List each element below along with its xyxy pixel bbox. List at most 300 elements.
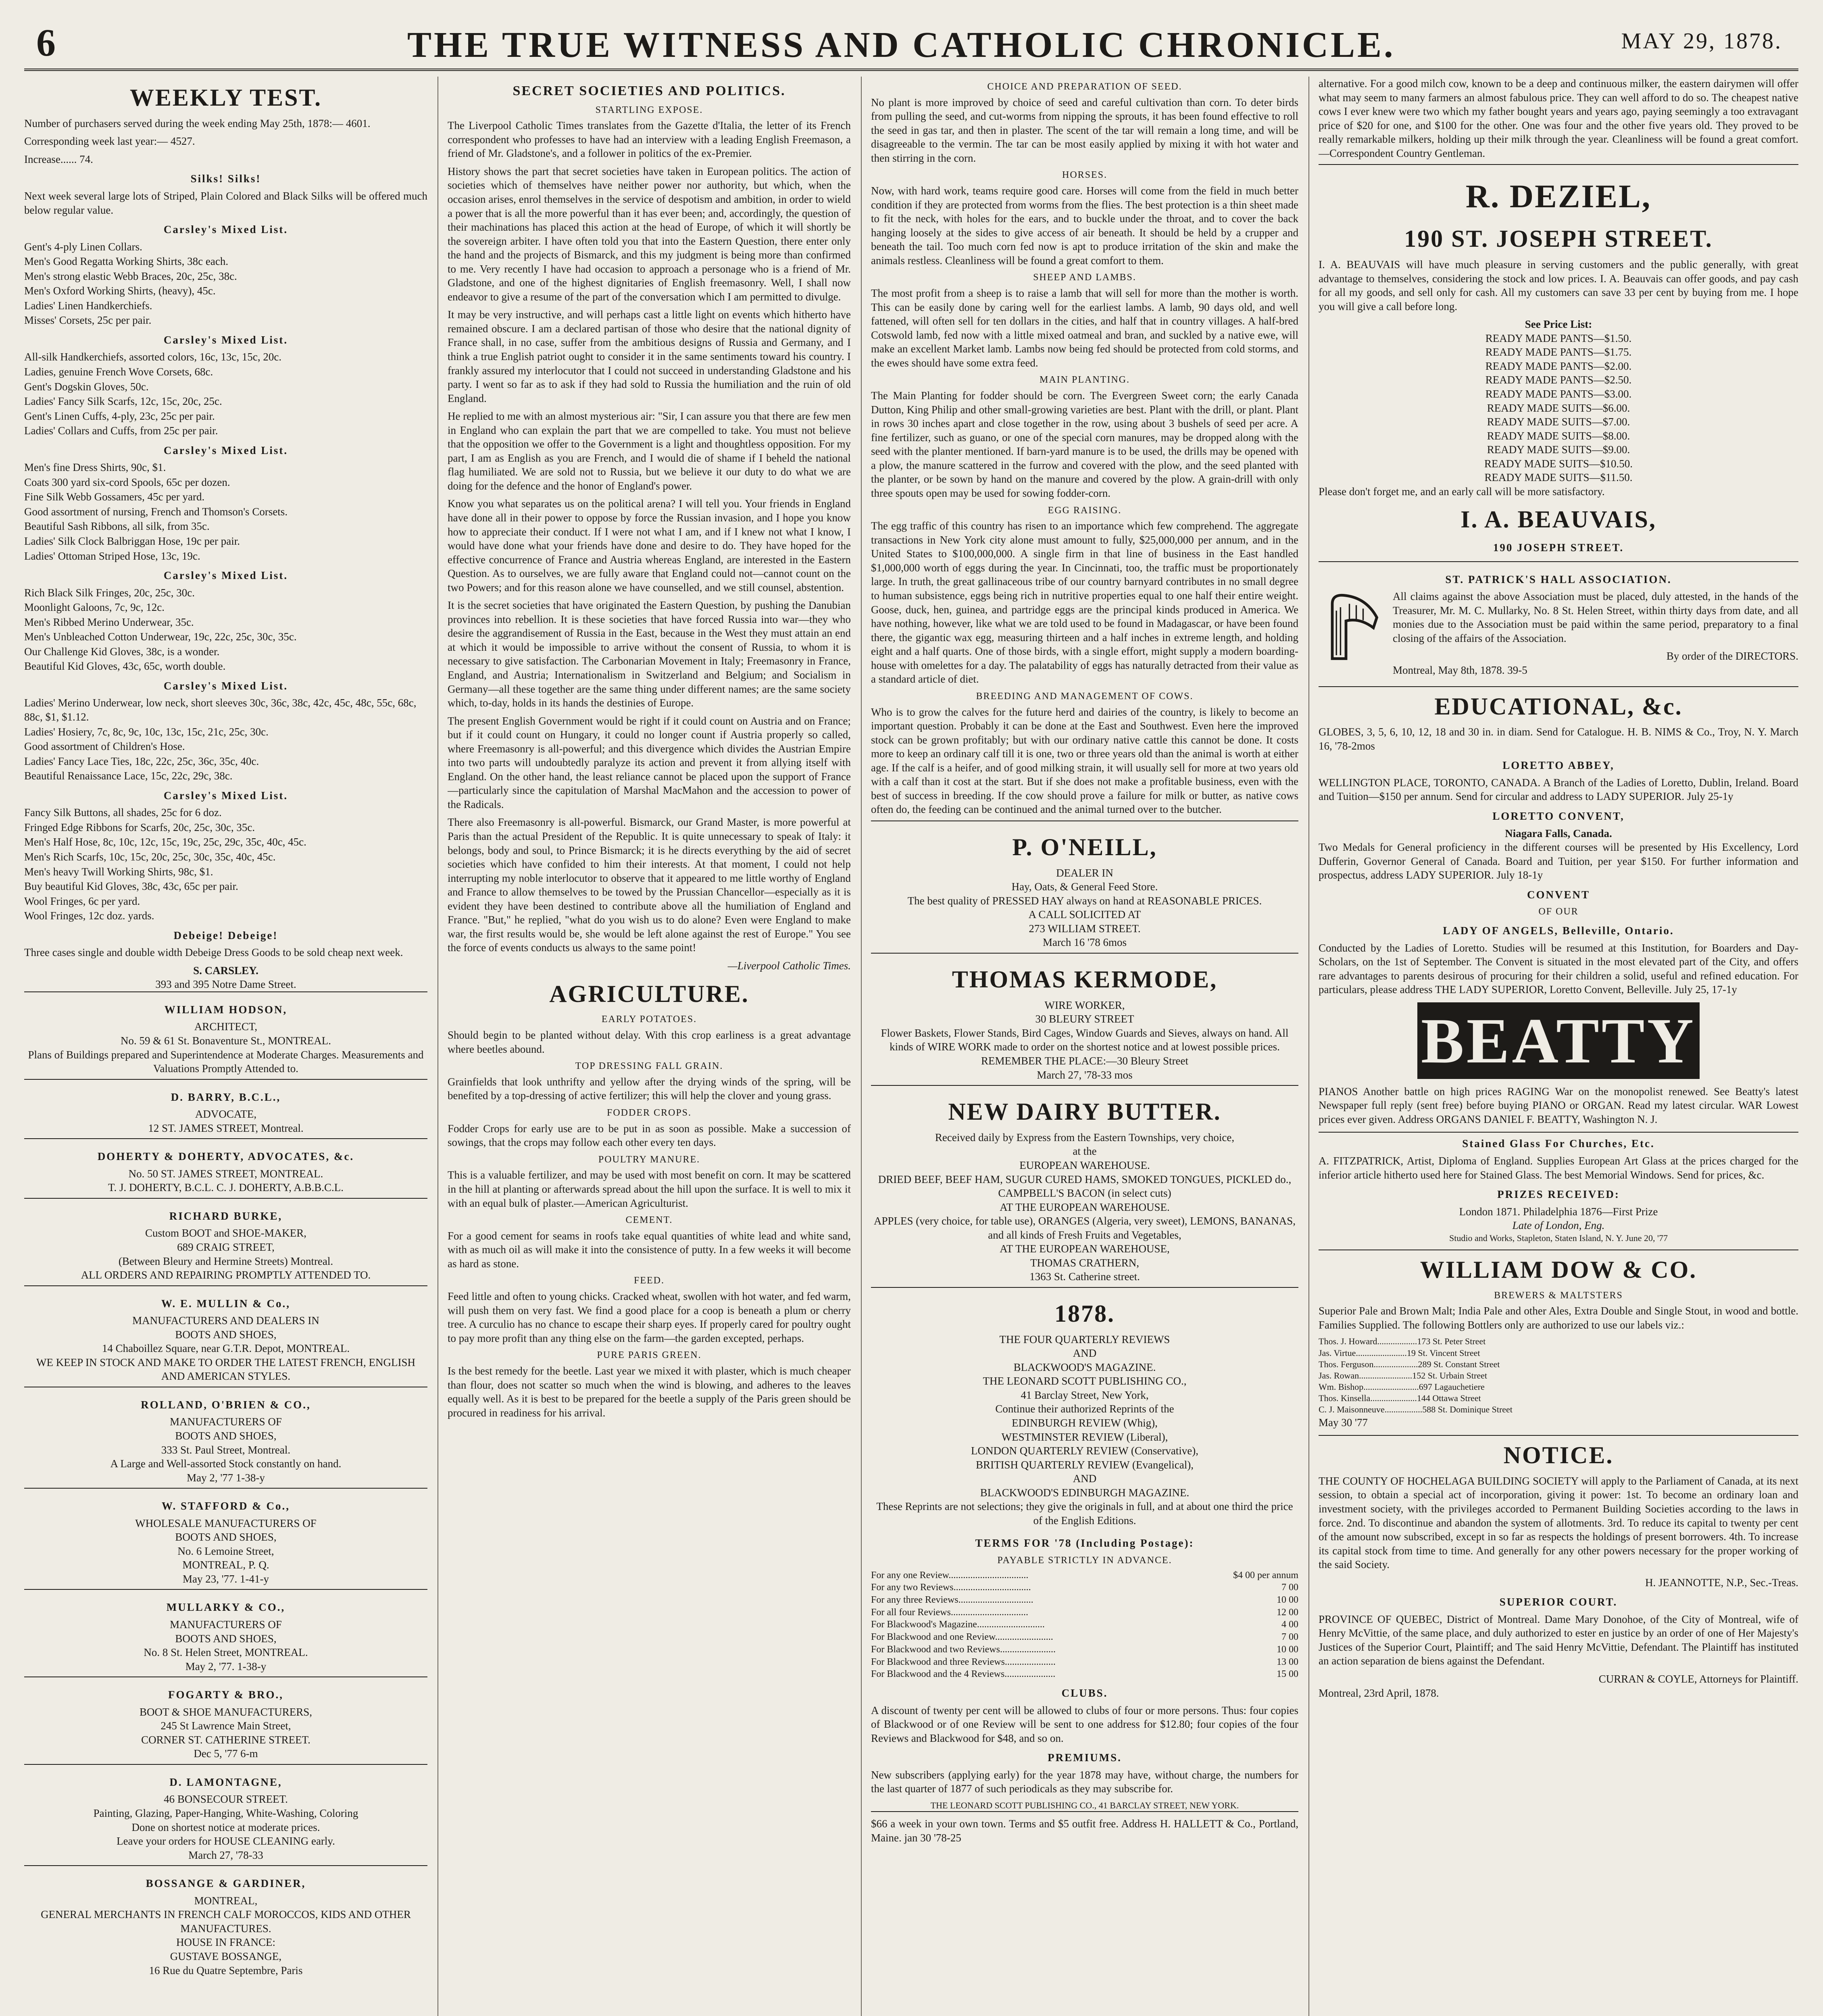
ad-line: BLACKWOOD'S MAGAZINE. [1013, 1361, 1156, 1373]
ad-line: EUROPEAN WAREHOUSE. [1019, 1159, 1150, 1171]
list-heading: Carsley's Mixed List. [163, 569, 288, 582]
card-name: RICHARD BURKE, [169, 1210, 283, 1222]
terms-label: For any two Reviews................................ [871, 1582, 1031, 1593]
terms-row [871, 1618, 1298, 1631]
terms-price: 10 00 [1277, 1644, 1298, 1655]
prizes-late: Late of London, Eng. [1512, 1219, 1605, 1232]
price-item: READY MADE PANTS—$1.50. [1485, 332, 1632, 344]
weekly-test-line: Increase...... 74. [24, 153, 93, 165]
card-line: ARCHITECT, [194, 1020, 258, 1033]
list-item: Buy beautiful Kid Gloves, 38c, 43c, 65c per pair. [24, 880, 238, 893]
card-line: ALL ORDERS AND REPAIRING PROMPTLY ATTENDED TO. [81, 1269, 371, 1281]
card-line: 333 St. Paul Street, Montreal. [161, 1443, 291, 1456]
list-item: Men's Good Regatta Working Shirts, 38c each. [24, 255, 229, 268]
business-card [24, 1865, 427, 1981]
card-line: 46 BONSECOUR STREET. [164, 1793, 288, 1806]
ad-line: Hay, Oats, & General Feed Store. [1011, 881, 1158, 893]
convent-text: Conducted by the Ladies of Loretto. Studies will be resumed at this Institution, for Boarders and Day-Scholars, on the 1st of September. The Convent is situated in the most elevated part of the City, and offers rare advantages to parents desirous of procuring for their children a solid, useful and refined education. For particulars, please address THE LADY SUPERIOR, Loretto Convent, Belleville. July 25, 17-1y [1319, 941, 1798, 996]
silks-text: Next week several large lots of Striped, Plain Colored and Black Silks will be offered much below regular value. [24, 190, 427, 216]
list-item: Fringed Edge Ribbons for Scarfs, 20c, 25c, 30c, 35c. [24, 821, 255, 833]
column-3 [871, 77, 1298, 2016]
list-item: Fine Silk Webb Gossamers, 45c per yard. [24, 491, 205, 503]
bottler-item: Jas. Rowan........................152 St. Urbain Street [1319, 1370, 1487, 1381]
card-name: ROLLAND, O'BRIEN & CO., [141, 1398, 311, 1411]
carsley-name: S. CARSLEY. [193, 964, 258, 977]
ad-line: BLACKWOOD'S EDINBURGH MAGAZINE. [980, 1486, 1190, 1499]
globes-ad: GLOBES, 3, 5, 6, 10, 12, 18 and 30 in. in diam. Send for Catalogue. H. B. NIMS & Co., Troy, N. Y. March 16, '78-2mos [1319, 726, 1798, 752]
advertisement [871, 953, 1298, 1085]
weekly-test-heading: WEEKLY TEST. [129, 84, 322, 111]
beatty-logo: BEATTY [1417, 1002, 1700, 1079]
ad-line: Received daily by Express from the Eastern Townships, very choice, [935, 1131, 1235, 1143]
continued-text: alternative. For a good milch cow, known to be a deep and continuous milker, the eastern dairymen will offer what may seem to many farmers an almost fabulous price. They can well afford to do so. The cheapest native cows I ever knew were two which my father bought years and years ago, paying seemingly a too extravagant price of $20 for one, and $100 for the other. One was four and the other five years old. They proved to be really remarkable milkers, holding up their milk through the year. Cleanliness will be found a great comfort. —Correspondent Country Gentleman. [1319, 77, 1798, 159]
beatty-text: PIANOS Another battle on high prices RAGING War on the monopolist renewed. See Beatty's latest Newspaper full reply (sent free) before buying PIANO or ORGAN. Read my latest circular. WAR Lowest prices ever given. Address ORGANS DANIEL F. BEATTY, Washington N. J. [1319, 1085, 1798, 1125]
price-list [1319, 331, 1798, 485]
card-line: 245 St Lawrence Main Street, [160, 1720, 291, 1732]
dow-text: Superior Pale and Brown Malt; India Pale and other Ales, Extra Double and Single Stout, in wood and bottle. Families Supplied. The following Bottlers only are authorized to use our labels viz.: [1319, 1305, 1798, 1331]
card-name: W. STAFFORD & Co., [161, 1500, 290, 1512]
business-card [24, 1589, 427, 1677]
list-item: Beautiful Renaissance Lace, 15c, 22c, 29c, 38c. [24, 770, 233, 782]
loretto-abbey-text: WELLINGTON PLACE, TORONTO, CANADA. A Branch of the Ladies of Loretto, Dublin, Ireland. Board and Tuition—$150 per annum. Send for circular and address to LADY SUPERIOR. July 25-1y [1319, 776, 1798, 803]
price-item: READY MADE SUITS—$10.50. [1484, 457, 1633, 470]
price-item: READY MADE PANTS—$2.50. [1485, 374, 1632, 386]
list-item: Men's heavy Twill Working Shirts, 98c, $1. [24, 865, 213, 878]
list-item: All-silk Handkerchiefs, assorted colors, 16c, 13c, 15c, 20c. [24, 351, 282, 363]
list-item: Ladies' Collars and Cuffs, from 25c per pair. [24, 425, 218, 437]
notice-sign: H. JEANNOTTE, N.P., Sec.-Treas. [1645, 1576, 1798, 1589]
card-line: MANUFACTURERS OF [170, 1416, 282, 1428]
clubs-heading: CLUBS. [1061, 1687, 1108, 1699]
bottler-item: Wm. Bishop.........................697 Lagauchetiere [1319, 1382, 1485, 1392]
section-subheading: SHEEP AND LAMBS. [1033, 272, 1136, 283]
business-card [24, 1764, 427, 1865]
agriculture-subheading: FEED. [634, 1275, 665, 1286]
card-line: No. 6 Lemoine Street, [177, 1545, 274, 1557]
price-item: READY MADE PANTS—$1.75. [1485, 346, 1632, 358]
terms-label: For all four Reviews................................ [871, 1607, 1028, 1618]
convent-sub: OF OUR [1538, 906, 1579, 917]
ad-line: LONDON QUARTERLY REVIEW (Conservative), [971, 1445, 1199, 1457]
article-body [448, 119, 851, 955]
ad-line: The best quality of PRESSED HAY always on hand at REASONABLE PRICES. [907, 894, 1262, 907]
bottler-item: Thos. Ferguson....................289 St. Constant Street [1319, 1359, 1500, 1369]
ad-line: 273 WILLIAM STREET. [1029, 922, 1141, 935]
ad-line: at the [1073, 1145, 1097, 1158]
court-date: Montreal, 23rd April, 1878. [1319, 1687, 1439, 1699]
convent-title: LADY OF ANGELS, Belleville, Ontario. [1443, 925, 1674, 937]
card-line: BOOTS AND SHOES, [175, 1632, 277, 1645]
card-line: CORNER ST. CATHERINE STREET. [141, 1733, 310, 1746]
section-subheading: HORSES. [1062, 170, 1108, 181]
deziel-address: 190 ST. JOSEPH STREET. [1404, 225, 1713, 252]
list-item: Beautiful Kid Gloves, 43c, 65c, worth double. [24, 660, 226, 673]
terms-price: 10 00 [1277, 1595, 1298, 1606]
list-item: Men's Ribbed Merino Underwear, 35c. [24, 616, 194, 628]
ad-name: P. O'NEILL, [1012, 833, 1157, 860]
list-item: Ladies' Fancy Silk Scarfs, 12c, 15c, 20c, 25c. [24, 395, 222, 408]
card-line: (Between Bleury and Hermine Streets) Montreal. [118, 1255, 333, 1267]
ad-name: NEW DAIRY BUTTER. [948, 1098, 1221, 1125]
price-item: READY MADE SUITS—$7.00. [1487, 416, 1630, 428]
list-heading: Carsley's Mixed List. [163, 679, 288, 692]
agriculture-text: Should begin to be planted without delay. With this crop earliness is a great advantage where beetles abound. [448, 1029, 851, 1055]
card-line: 16 Rue du Quatre Septembre, Paris [149, 1964, 303, 1976]
section-text: The Main Planting for fodder should be corn. The Evergreen Sweet corn; the early Canada Dutton, King Philip and other small-growing varieties are best. Plant with the drill, or plant. Plant in rows 30 inches apart and close together in the row, using about 3 bushels of seed per acre. A fine fertilizer, such as guano, or one of the special corn manures, may be dropped along with the seed with the planter mentioned. If barn-yard manure is to be used, the drills may be opened with a plow, the manure scattered in the furrow and covered with the plow, and the seed planted with the planter, or be sown by hand on the manure and covered by the plow. A grain-drill with only three spouts open may be used for sowing fodder-corn. [871, 389, 1298, 499]
terms-row [871, 1594, 1298, 1606]
article-paragraph: There also Freemasonry is all-powerful. Bismarck, our Grand Master, is more powerful at Paris than the actual President of the Republic. It is quite unnecessary to speak of Italy: it belongs, body and soul, to Prince Bismarck; it is he directs everything by the aid of secret societies which have confided to him their interests. At that moment, I could not help interrupting my noble interlocutor to observe that it appeared to me little worthy of England and France to allow themselves to be towed by the Prussian Chancellor—especially as it is evident they have been destined to contribute above all the humiliation of England and France. "But," he replied, "what do you wish us to do alone? Even were England to make war, the first results would be, she would be left alone against the rest of Europe." You see the force of events conducts us always to the same point! [448, 816, 851, 954]
terms-label: For Blackwood and three Reviews..................... [871, 1656, 1056, 1667]
stained-glass-heading: Stained Glass For Churches, Etc. [1319, 1132, 1798, 1151]
advertisement [871, 1287, 1298, 1531]
clubs-text: A discount of twenty per cent will be allowed to clubs of four or more persons. Thus: four copies of Blackwood or of one Review will be sent to one address for $12.80; four copies of the four Reviews and Blackwood for $48, and so on. [871, 1704, 1298, 1744]
notice-heading: NOTICE. [1319, 1435, 1798, 1471]
issue-date: MAY 29, 1878. [1621, 29, 1782, 54]
ad-line: AT THE EUROPEAN WAREHOUSE, [1000, 1243, 1170, 1255]
card-name: FOGARTY & BRO., [168, 1689, 284, 1701]
list-item: Our Challenge Kid Gloves, 38c, is a wonder. [24, 645, 220, 658]
beauvais-address: 190 JOSEPH STREET. [1493, 541, 1624, 554]
section-text: No plant is more improved by choice of seed and careful cultivation than corn. To deter birds from pulling the seed, and cut-worms from nipping the sprouts, it has been found effective to roll the seed in gas tar, and then in plaster. The scent of the tar will remain a long time, and will be disagreeable to the vermin. The tar can be most easily applied by mixing it with hot water and then stirring in the corn. [871, 96, 1298, 164]
section-subheading: CHOICE AND PREPARATION OF SEED. [987, 81, 1182, 92]
article-paragraph: It is the secret societies that have originated the Eastern Question, by pushing the Danubian provinces into rebellion. It is these societies that have forced Russia into war—they who desire the aggrandisement of Russia in the East, because in the West they must attain an end at which it would be impossible to arrive without the consent of Russia, to whom it is necessary to give satisfaction. The Carbonarian Movement in Italy; Freemasonry in France, England, and Austria; Internationalism in Switzerland and Belgium; and Socialism in Germany—all these together are the same thing under different names; are the same society which, to-day, holds in its hands the destinies of Europe. [448, 599, 851, 709]
advertisements [871, 821, 1298, 1531]
card-line: MANUFACTURERS AND DEALERS IN [132, 1314, 319, 1327]
publisher-footer: THE LEONARD SCOTT PUBLISHING CO., 41 BARCLAY STREET, NEW YORK. [930, 1800, 1239, 1810]
list-item: Fancy Silk Buttons, all shades, 25c for 6 doz. [24, 806, 222, 819]
card-line: MONTREAL, [194, 1894, 258, 1907]
article-paragraph: History shows the part that secret societies have taken in European politics. The action of societies which of themselves have neither power nor authority, but which, when the occasion arises, enrol themselves in the service of despotism and ambition, in order to wield a power that is all the more powerful than it has ever been; and, accordingly, the question of their machinations has placed this action at the head of Europe, of which it will shortly be the sovereign arbiter. I have often told you that into the Eastern Question, there enter only the hand and the projects of Bismarck, and this my judgment is being more than confirmed to me. Very recently I have had occasion to approach a personage who is a friend of Mr. Gladstone, and one of the highest dignitaries of English freemasonry. Well, I shall now endeavor to give a resume of the part of the conversation which I am permitted to divulge. [448, 165, 851, 303]
price-list-heading: See Price List: [1525, 318, 1592, 331]
card-line: Dec 5, '77 6-m [194, 1747, 258, 1760]
advertisement [871, 821, 1298, 953]
card-line: March 27, '78-33 [188, 1849, 263, 1861]
card-line: Custom BOOT and SHOE-MAKER, [145, 1227, 307, 1239]
article-paragraph: It may be very instructive, and will perhaps cast a little light on events which hitherto have remained obscure. I am a declared partisan of those who desire that the national dignity of France shall, in no case, suffer from the ambitious designs of Russia and Germany, and I think a true English patriot ought to consider it in the same sentiments toward his country. I frankly assured my interlocutor that I could not succeed in understanding Gladstone and his party. I went so far as to ask if they had sold to Russia the humiliation and the ruin of old England. [448, 308, 851, 404]
harp-icon [1319, 589, 1387, 666]
card-line: Done on shortest notice at moderate prices. [131, 1821, 320, 1833]
column-rule [1308, 77, 1309, 2016]
terms-row [871, 1656, 1298, 1668]
card-name: W. E. MULLIN & Co., [161, 1297, 291, 1310]
convent-heading: CONVENT [1527, 888, 1590, 901]
debeige-heading: Debeige! Debeige! [173, 929, 278, 941]
outfit-ad: $66 a week in your own town. Terms and $5 outfit free. Address H. HALLETT & Co., Portland, Maine. jan 30 '78-25 [871, 1811, 1298, 1848]
list-item: Ladies' Linen Handkerchiefs. [24, 299, 152, 312]
list-item: Men's Oxford Working Shirts, (heavy), 45c. [24, 285, 216, 297]
terms-label: For any three Reviews............................... [871, 1595, 1033, 1606]
agriculture-text: Is the best remedy for the beetle. Last year we mixed it with plaster, which is much cheaper than flour, does not scatter so much when the wind is blowing, and adheres to the leaves equally well. As it is best to be prepared for the beetle a supply of the Paris green should be procured in readiness for his arrival. [448, 1365, 851, 1419]
terms-price: 15 00 [1277, 1669, 1298, 1680]
terms-row [871, 1569, 1298, 1582]
beauvais-name: I. A. BEAUVAIS, [1460, 506, 1656, 533]
agriculture-sections [448, 1013, 851, 1420]
prizes-text: London 1871. Philadelphia 1876—First Prize [1459, 1205, 1658, 1218]
card-line: BOOT & SHOE MANUFACTURERS, [139, 1706, 313, 1718]
business-card [24, 991, 427, 1079]
agriculture-text: Grainfields that look unthrifty and yellow after the drying winds of the spring, will be benefited by a top-dressing of active fertilizer; this will help the clover and young grass. [448, 1075, 851, 1102]
list-item: Gent's 4-ply Linen Collars. [24, 240, 142, 253]
secret-societies-subheading: STARTLING EXPOSE. [595, 104, 703, 115]
list-heading: Carsley's Mixed List. [163, 789, 288, 802]
card-line: ADVOCATE, [195, 1108, 257, 1120]
masthead [24, 16, 1798, 71]
ad-name: THOMAS KERMODE, [952, 966, 1218, 993]
list-item: Men's Half Hose, 8c, 10c, 12c, 15c, 19c, 25c, 29c, 35c, 40c, 45c. [24, 836, 306, 848]
deziel-name: R. DEZIEL, [1465, 178, 1652, 215]
ad-line: These Reprints are not selections; they give the originals in full, and at about one third the price of the English Editions. [876, 1500, 1293, 1527]
list-item: Ladies' Hosiery, 7c, 8c, 9c, 10c, 13c, 15c, 21c, 25c, 30c. [24, 725, 269, 738]
section-text: The most profit from a sheep is to raise a lamb that will sell for more than the mother is worth. This can be easily done by caring well for the earliest lambs. A lamb, 90 days old, and well fattened, will often sell for ten dollars in the cities, and half that in country villages. A half-bred Cotswold lamb, fed now with a little mixed oatmeal and bran, and suckled by a native ewe, will make an excellent Market lamb. Lambs now being fed should be protected from cold storms, and the ewes should have some extra feed. [871, 287, 1298, 369]
business-card [24, 1387, 427, 1488]
agriculture-text: This is a valuable fertilizer, and may be used with most benefit on corn. It may be scattered in the hill at planting or afterwards spread about the hill upon the surface. It is well to mix it with an equal bulk of plaster.—American Agriculturist. [448, 1169, 851, 1209]
article-paragraph: Know you what separates us on the political arena? I will tell you. Your friends in England have done all in their power to oppose by force the Russian invasion, and I hope you know how to appreciate their conduct. If I were not what I am, and if I knew not what I know, I would have done what your friends have done and desire to do. They have hoped for the effective concurrence of France and Austria whereas England, are interested in the Eastern Question. As to ourselves, we are fully aware that England could not—cannot count on the two Powers; and for this reason alone we have counselled, and we still counsel, abstention. [448, 498, 851, 594]
premiums-text: New subscribers (applying early) for the year 1878 may have, without charge, the numbers for the last quarter of 1877 of such periodicals as they may subscribe for. [871, 1768, 1298, 1795]
card-name: BOSSANGE & GARDINER, [146, 1877, 306, 1890]
terms-row [871, 1606, 1298, 1619]
notice-text: THE COUNTY OF HOCHELAGA BUILDING SOCIETY will apply to the Parliament of Canada, at its next session, to obtain a special act of incorporation, giving it power: 1st. To become an ordinary loan and investment society, with the privileges accorded to Permanent Building Societies according to the laws in force. 2nd. To discontinue and abandon the system of allotments. 3rd. To reduce its capital to twenty per cent of the amount now subscribed, except in so far as respects the holdings of present borrowers. 4th. To increase its capital stock from time to time. And generally for any other powers necessary for the proper working of the said Society. [1319, 1475, 1798, 1571]
card-line: May 2, '77 1-38-y [187, 1471, 265, 1484]
terms-label: For Blackwood's Magazine............................ [871, 1619, 1045, 1630]
agriculture-subheading: CEMENT. [625, 1215, 673, 1226]
agriculture-subheading: PURE PARIS GREEN. [597, 1350, 702, 1361]
card-line: BOOTS AND SHOES, [175, 1531, 277, 1543]
ad-line: THOMAS CRATHERN, [1030, 1256, 1140, 1269]
article-paragraph: The Liverpool Catholic Times translates from the Gazette d'Italia, the letter of its French correspondent who professes to have had an interview with a leading English Freemason, a friend of Mr. Gladstone's, and a follower in politics of the ex-Premier. [448, 119, 851, 160]
list-heading: Carsley's Mixed List. [163, 333, 288, 346]
ad-line: AT THE EUROPEAN WAREHOUSE. [1000, 1201, 1170, 1213]
card-line: GUSTAVE BOSSANGE, [170, 1950, 282, 1962]
terms-price: 12 00 [1277, 1607, 1298, 1618]
terms-heading: TERMS FOR '78 (Including Postage): [975, 1537, 1194, 1549]
page-number: 6 [36, 21, 56, 64]
list-item: Wool Fringes, 12c doz. yards. [24, 910, 154, 922]
list-item: Ladies' Ottoman Striped Hose, 13c, 19c. [24, 550, 200, 562]
card-name: DOHERTY & DOHERTY, ADVOCATES, &c. [97, 1150, 354, 1163]
ad-line: DRIED BEEF, BEEF HAM, SUGUR CURED HAMS, SMOKED TONGUES, PICKLED do., CAMPBELL'S BACON (in select cuts) [878, 1173, 1292, 1200]
price-item: READY MADE SUITS—$9.00. [1487, 444, 1630, 456]
card-line: Painting, Glazing, Paper-Hanging, White-Washing, Coloring [93, 1807, 358, 1820]
business-card [24, 1488, 427, 1589]
list-item: Gent's Linen Cuffs, 4-ply, 23c, 25c per pair. [24, 410, 215, 422]
weekly-test-line: Corresponding week last year:— 4527. [24, 135, 195, 148]
ad-line: EDINBURGH REVIEW (Whig), [1012, 1416, 1158, 1429]
terms-price: 7 00 [1281, 1582, 1298, 1593]
terms-label: For Blackwood and two Reviews....................... [871, 1644, 1056, 1655]
list-heading: Carsley's Mixed List. [163, 444, 288, 456]
ad-line: AND [1073, 1347, 1097, 1360]
list-item: Men's Unbleached Cotton Underwear, 19c, 22c, 25c, 30c, 35c. [24, 631, 297, 643]
bottler-item: Jas. Virtue.......................19 St. Vincent Street [1319, 1347, 1480, 1358]
section-text: Now, with hard work, teams require good care. Horses will come from the field in much better condition if they are protected from worms from the flies. The best protection is a thin sheet made to fit the neck, with holes for the ears, and to buckle under the throat, and to cover the back hanging loosely at the sides to give access of air beneath. It should be held by a crupper and beneath the tail. Too much corn fed now is apt to produce irritation of the skin and make the animals restless. Cleanliness will be found a great comfort to them. [871, 185, 1298, 267]
ad-line: WIRE WORKER, [1044, 999, 1125, 1011]
column-1 [24, 77, 427, 2016]
ad-line: AND [1073, 1472, 1097, 1485]
ad-line: March 27, '78-33 mos [1037, 1068, 1133, 1081]
business-card [24, 1677, 427, 1764]
business-card [24, 1138, 427, 1198]
bottler-item: C. J. Maisonneuve.................588 St. Dominique Street [1319, 1404, 1513, 1415]
bottler-item: Thos. J. Howard..................173 St. Peter Street [1319, 1336, 1486, 1347]
column-4 [1319, 77, 1798, 2016]
section-subheading: MAIN PLANTING. [1040, 375, 1130, 385]
advertisement [871, 1085, 1298, 1287]
prizes-heading: PRIZES RECEIVED: [1497, 1188, 1620, 1201]
ad-line: 41 Barclay Street, New York, [1021, 1389, 1149, 1401]
terms-row [871, 1581, 1298, 1594]
court-heading: SUPERIOR COURT. [1499, 1596, 1618, 1608]
terms-label: For Blackwood and one Review........................ [871, 1632, 1053, 1643]
terms-table [871, 1569, 1298, 1681]
list-item: Gent's Dogskin Gloves, 50c. [24, 380, 149, 393]
card-line: May 23, '77. 1-41-y [182, 1572, 269, 1585]
list-item: Good assortment of nursing, French and Thomson's Corsets. [24, 505, 288, 518]
bottler-item: Thos. Kinsella.....................144 Ottawa Street [1319, 1393, 1481, 1404]
carsley-address: 393 and 395 Notre Dame Street. [155, 978, 296, 991]
business-cards [24, 991, 427, 1981]
ad-line: APPLES (very choice, for table use), ORANGES (Algeria, very sweet), LEMONS, BANANAS, and all kinds of Fresh Fruits and Vegetables, [873, 1215, 1296, 1241]
debeige-text: Three cases single and double width Debeige Dress Goods to be sold cheap next week. [24, 946, 403, 959]
column-rule [861, 77, 862, 2016]
card-line: MONTREAL, P. Q. [182, 1559, 269, 1571]
court-text: PROVINCE OF QUEBEC, District of Montreal. Dame Mary Donohoe, of the City of Montreal, wife of Henry McVittie, of the same place, and duly authorized to ester en justice by an order of one of Her Majesty's Justices of the Superior Court, Plaintiff; and The said Henry McVittie, Defendant. The Plaintiff has instituted an action separation de biens against the Defendant. [1319, 1613, 1798, 1667]
ad-line: THE LEONARD SCOTT PUBLISHING CO., [983, 1375, 1187, 1387]
list-heading: Carsley's Mixed List. [163, 223, 288, 236]
premiums-heading: PREMIUMS. [1048, 1752, 1122, 1764]
list-item: Ladies' Silk Clock Balbriggan Hose, 19c per pair. [24, 535, 240, 548]
newspaper-title: THE TRUE WITNESS AND CATHOLIC CHRONICLE. [407, 25, 1396, 65]
section-subheading: EGG RAISING. [1048, 505, 1122, 516]
list-item: Men's Rich Scarfs, 10c, 15c, 20c, 25c, 30c, 35c, 40c, 45c. [24, 850, 276, 863]
card-name: WILLIAM HODSON, [164, 1003, 288, 1016]
card-line: T. J. DOHERTY, B.C.L. C. J. DOHERTY, A.B.B.C.L. [108, 1181, 344, 1194]
terms-row [871, 1631, 1298, 1643]
agriculture-subheading: TOP DRESSING FALL GRAIN. [575, 1061, 723, 1072]
price-item: READY MADE SUITS—$8.00. [1487, 429, 1630, 442]
article-paragraph: The present English Government would be right if it could count on Austria and on France; but if it could count on Hungary, it could no longer count if Austria properly so called, where Freemasonry is all-powerful; and this divergence which divides the Austrian Empire into two parts will undoubtedly paralyze its action and prevent it from allying itself with England. On the other hand, the least reliance cannot be placed upon the support of France—particularly since the capitulation of Marshal MacMahon and the accession to power of the Radicals. [448, 714, 851, 810]
terms-price: 4 00 [1281, 1619, 1298, 1630]
card-line: A Large and Well-assorted Stock constantly on hand. [110, 1458, 342, 1470]
stained-glass-text: A. FITZPATRICK, Artist, Diploma of England. Supplies European Art Glass at the prices charged for the inferior article hitherto used here for Stained Glass. The best Memorial Windows. Send for prices, &c. [1319, 1154, 1798, 1181]
card-line: Leave your orders for HOUSE CLEANING early. [117, 1835, 335, 1847]
agriculture-subheading: FODDER CROPS. [606, 1107, 692, 1118]
agriculture-text: For a good cement for seams in roofs take equal quantities of white lead and white sand, with as much oil as will make it into the consistence of putty. In a few weeks it will become as hard as stone. [448, 1229, 851, 1270]
list-item: Ladies' Merino Underwear, low neck, short sleeves 30c, 36c, 38c, 42c, 45c, 48c, 55c, 68c, 88c, $1, $1.12. [24, 697, 417, 723]
list-item: Rich Black Silk Fringes, 20c, 25c, 30c. [24, 586, 195, 599]
card-name: D. LAMONTAGNE, [169, 1776, 282, 1788]
deziel-text: I. A. BEAUVAIS will have much pleasure in serving customers and the public generally, with great advantage to themselves, considering the stock and low prices. I. A. Beauvais can offer goods, and pay cash for all my goods, and sell only for cash. All my customers can save 33 per cent by buying from me. I hope you will give a call before long. [1319, 258, 1798, 312]
list-item: Misses' Corsets, 25c per pair. [24, 314, 152, 327]
loretto-convent-heading: LORETTO CONVENT, [1492, 810, 1625, 823]
ad-line: A CALL SOLICITED AT [1028, 908, 1141, 921]
bottlers-list [1319, 1336, 1798, 1415]
dow-heading: WILLIAM DOW & CO. [1319, 1250, 1798, 1285]
article-source: —Liverpool Catholic Times. [727, 959, 851, 972]
card-line: No. 8 St. Helen Street, MONTREAL. [144, 1646, 308, 1659]
card-line: WE KEEP IN STOCK AND MAKE TO ORDER THE LATEST FRENCH, ENGLISH AND AMERICAN STYLES. [36, 1356, 416, 1383]
terms-row [871, 1643, 1298, 1656]
secret-societies-heading: SECRET SOCIETIES AND POLITICS. [513, 83, 786, 98]
terms-label: For any one Review................................. [871, 1570, 1029, 1581]
list-item: Coats 300 yard six-cord Spools, 65c per dozen. [24, 476, 230, 488]
price-item: READY MADE PANTS—$2.00. [1485, 360, 1632, 372]
ad-line: Flower Baskets, Flower Stands, Bird Cages, Window Guards and Sieves, always on hand. All kinds of WIRE WORK made to order on the shortest notice and at lowest possible prices. [881, 1027, 1289, 1053]
patrick-date: Montreal, May 8th, 1878. 39-5 [1393, 664, 1527, 676]
card-line: MANUFACTURERS OF [170, 1618, 282, 1631]
agriculture-text: Fodder Crops for early use are to be put in as soon as possible. Make a succession of sowings, that the crops may follow each other every ten days. [448, 1122, 851, 1149]
terms-label: For Blackwood and the 4 Reviews..................... [871, 1669, 1056, 1680]
silks-heading: Silks! Silks! [190, 173, 261, 185]
list-item: Beautiful Sash Ribbons, all silk, from 35c. [24, 520, 210, 533]
terms-price: $4 00 per annum [1233, 1570, 1298, 1581]
weekly-test-line: Number of purchasers served during the week ending May 25th, 1878:— 4601. [24, 117, 371, 129]
patrick-text: All claims against the above Association must be placed, duly attested, in the hands of the Treasurer, Mr. M. C. Mullarky, No. 8 St. Helen Street, within thirty days from date, and all monies due to the Association must be paid within the same period, preparatory to a final closing of the affairs of the Association. [1393, 590, 1798, 644]
card-line: 12 ST. JAMES STREET, Montreal. [148, 1122, 304, 1134]
court-sign: CURRAN & COYLE, Attorneys for Plaintiff. [1598, 1673, 1798, 1685]
list-item: Men's strong elastic Webb Braces, 20c, 25c, 38c. [24, 270, 237, 282]
terms-row [871, 1668, 1298, 1681]
list-item: Ladies' Fancy Lace Ties, 18c, 22c, 25c, 36c, 35c, 40c. [24, 755, 259, 767]
ad-line: Continue their authorized Reprints of the [995, 1403, 1174, 1415]
dow-date: May 30 '77 [1319, 1416, 1368, 1429]
list-item: Men's fine Dress Shirts, 90c, $1. [24, 461, 166, 474]
terms-price: 7 00 [1281, 1632, 1298, 1643]
article-paragraph: He replied to me with an almost mysterious air: "Sir, I can assure you that there are few men in England who can explain the part that we are compelled to take. You must not believe that the opposition we offer to the Government is a light and thoughtless opposition. For my part, I am as English as you are French, and I would die of shame if I beheld the national flag humiliated. We are sold not to Russia, but we believe it our duty to do what we are doing for the defence and the honor of England's power. [448, 410, 851, 492]
educational-heading: EDUCATIONAL, &c. [1319, 686, 1798, 722]
list-item: Wool Fringes, 6c per yard. [24, 895, 140, 907]
card-line: No. 50 ST. JAMES STREET, MONTREAL. [128, 1167, 323, 1180]
card-line: WHOLESALE MANUFACTURERS OF [135, 1517, 317, 1529]
card-line: HOUSE IN FRANCE: [176, 1936, 276, 1949]
ad-line: WESTMINSTER REVIEW (Liberal), [1001, 1431, 1168, 1443]
terms-subheading: PAYABLE STRICTLY IN ADVANCE. [997, 1555, 1172, 1566]
business-card [24, 1079, 427, 1139]
list-item: Good assortment of Children's Hose. [24, 740, 185, 753]
agriculture-heading: AGRICULTURE. [549, 980, 749, 1007]
farm-sections [871, 81, 1298, 816]
agriculture-subheading: EARLY POTATOES. [601, 1014, 697, 1025]
patrick-heading: ST. PATRICK'S HALL ASSOCIATION. [1445, 573, 1672, 585]
price-item: READY MADE SUITS—$11.50. [1484, 471, 1633, 484]
ad-line: March 16 '78 6mos [1042, 936, 1127, 949]
carsley-lists [24, 223, 427, 923]
list-item: Ladies, genuine French Wove Corsets, 68c. [24, 366, 213, 378]
dow-sub: BREWERS & MALTSTERS [1494, 1290, 1623, 1301]
ad-line: 30 BLEURY STREET [1035, 1013, 1134, 1025]
loretto-convent-text: Two Medals for General proficiency in the different courses will be presented by His Excellency, Lord Dufferin, Governor General of Canada. Board and Tuition, per year $150. For further information and prospectus, address LADY SUPERIOR. July 18-1y [1319, 841, 1798, 881]
price-item: READY MADE PANTS—$3.00. [1485, 387, 1632, 400]
patrick-sign: By order of the DIRECTORS. [1666, 650, 1798, 662]
agriculture-text: Feed little and often to young chicks. Cracked wheat, swollen with hot water, and fed warm, will push them on very fast. We find a good place for a coop is beneath a plum or cherry tree. A curculio has no chance to escape their sharp eyes. If properly cared for poultry ought to pay more profit than any thing else on the farm—the garden excepted, perhaps. [448, 1290, 851, 1344]
price-item: READY MADE SUITS—$6.00. [1487, 402, 1630, 414]
business-card [24, 1198, 427, 1285]
list-item: Moonlight Galoons, 7c, 9c, 12c. [24, 601, 165, 614]
ad-name: 1878. [1054, 1300, 1115, 1327]
ad-line: THE FOUR QUARTERLY REVIEWS [999, 1333, 1170, 1345]
column-2 [448, 77, 851, 2016]
section-text: Who is to grow the calves for the future herd and dairies of the country, is likely to become an important question. Probably it can be done at the East and Southwest. Even here the improved stock can be grown profitably; but with our ordinary native cattle this cannot be done. It costs more to keep an ordinary calf till it is one, two or three years old than the animal is worth at either age. If the calf is a heifer, and of good milking strain, it will usually sell for more at two years old with a calf than it cost at the start. But if she does not make a profitable business, even with the best of success in breeding. If the cow should prove a failure for milk or butter, as native cows often do, the feeding can be continued and the animal turned over to the butcher. [871, 706, 1298, 816]
card-line: 689 CRAIG STREET, [177, 1241, 275, 1253]
business-card [24, 1285, 427, 1387]
card-line: Plans of Buildings prepared and Superintendence at Moderate Charges. Measurements and Valuations Promptly Attended to. [28, 1048, 424, 1075]
section-text: The egg traffic of this country has risen to an importance which few comprehend. The aggregate transactions in New York city alone must amount to fully, $25,000,000 per annum, and in the United States to $100,000,000. A single firm in that line of business in the East handled $1,000,000 worth of eggs during the year. In Cincinnati, too, the traffic must be proportionately large. In truth, the great gallinaceous tribe of our country barnyard contributes in no small degree to human subsistence, eggs being rich in nutritive properties equal to one half their entire weight. Goose, duck, hen, guinea, and partridge eggs are the principal kinds produced in America. We have nothing, however, like what we are told used to be found in Madagascar, or have been found there, the gigantic wax egg, measuring thirteen and a half inches in extreme length, and holding eight and a half quarts. One of those birds, with a single effort, might supply a modern boarding-house with omelettes for a day. The palatability of eggs has naturally detracted from their value as a standard article of diet. [871, 520, 1298, 685]
ad-line: DEALER IN [1056, 866, 1113, 879]
agriculture-subheading: POULTRY MANURE. [598, 1154, 700, 1165]
deziel-close: Please don't forget me, and an early call will be more satisfactory. [1319, 485, 1605, 498]
loretto-convent-sub: Niagara Falls, Canada. [1505, 827, 1612, 839]
ad-line: 1363 St. Catherine street. [1029, 1270, 1140, 1283]
terms-price: 13 00 [1277, 1656, 1298, 1667]
